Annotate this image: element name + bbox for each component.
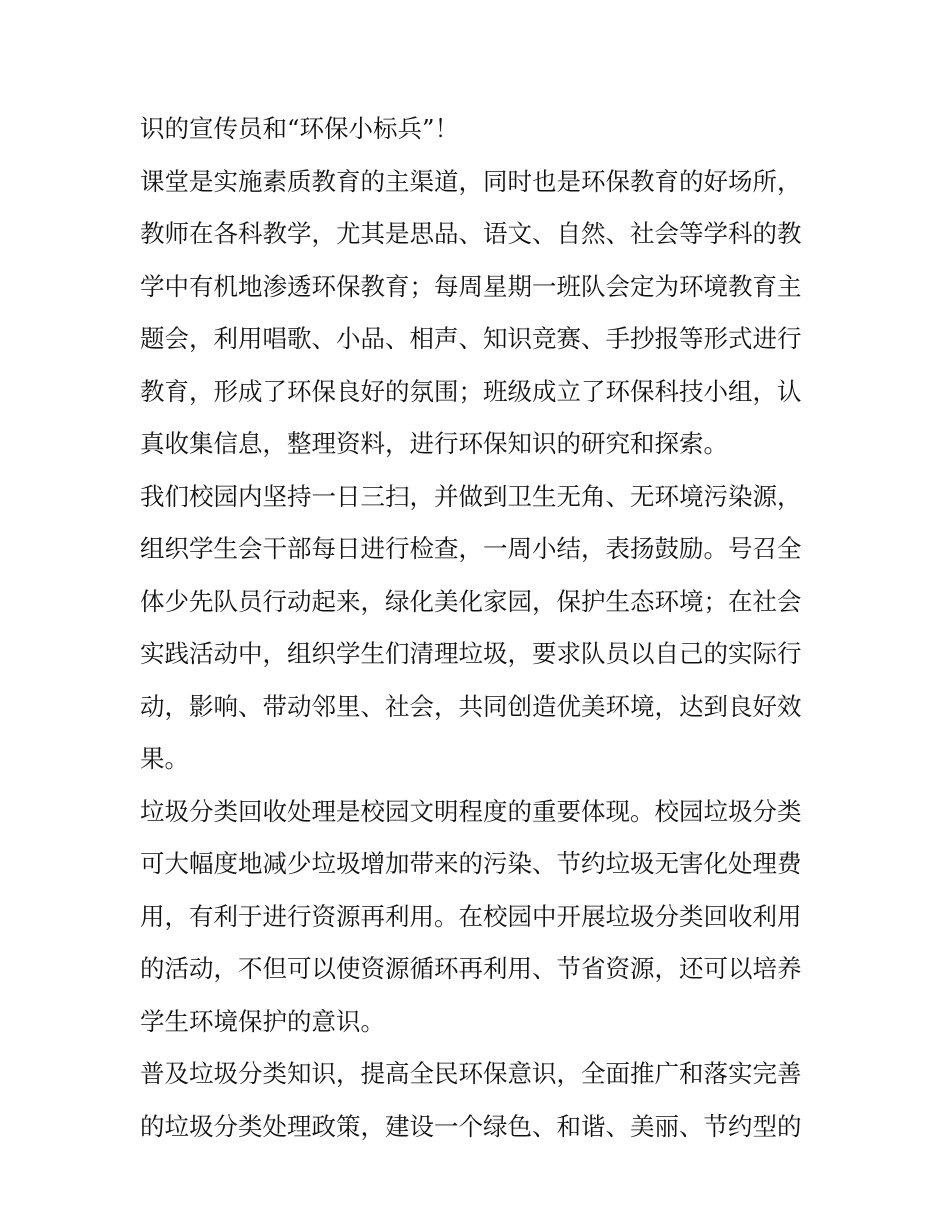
- text-line: 教师在各科教学，尤其是思品、语文、自然、社会等学科的教: [140, 219, 802, 248]
- text-line: 普及垃圾分类知识，提高全民环保意识，全面推广和落实完善: [140, 1059, 802, 1088]
- text-line: 可大幅度地减少垃圾增加带来的污染、节约垃圾无害化处理费: [140, 849, 802, 878]
- text-line: 的垃圾分类处理政策，建设一个绿色、和谐、美丽、节约型的: [140, 1111, 802, 1141]
- text-line: 真收集信息，整理资料，进行环保知识的研究和探索。: [140, 429, 728, 458]
- text-line: 我们校园内坚持一日三扫，并做到卫生无角、无环境污染源，: [140, 481, 802, 511]
- text-line: 组织学生会干部每日进行检查，一周小结，表扬鼓励。号召全: [140, 534, 802, 563]
- text-line: 用，有利于进行资源再利用。在校园中开展垃圾分类回收利用: [140, 901, 802, 931]
- text-line: 学生环境保护的意识。: [140, 1006, 385, 1036]
- text-line: 果。: [140, 744, 189, 773]
- text-line: 学中有机地渗透环保教育；每周星期一班队会定为环境教育主: [140, 271, 802, 301]
- text-line: 的活动，不但可以使资源循环再利用、节省资源，还可以培养: [140, 954, 802, 983]
- text-line: 教育，形成了环保良好的氛围；班级成立了环保科技小组，认: [140, 376, 802, 406]
- text-line: 课堂是实施素质教育的主渠道，同时也是环保教育的好场所，: [140, 166, 802, 196]
- text-line: 识的宣传员和“环保小标兵”！: [140, 114, 460, 143]
- text-line: 垃圾分类回收处理是校园文明程度的重要体现。校园垃圾分类: [140, 796, 802, 826]
- document-body: [140, 103, 820, 1153]
- text-line: 题会，利用唱歌、小品、相声、知识竞赛、手抄报等形式进行: [140, 324, 802, 353]
- text-line: 实践活动中，组织学生们清理垃圾，要求队员以自己的实际行: [140, 639, 802, 668]
- text-line: 体少先队员行动起来，绿化美化家园，保护生态环境；在社会: [140, 586, 802, 616]
- text-line: 动，影响、带动邻里、社会，共同创造优美环境，达到良好效: [140, 691, 802, 721]
